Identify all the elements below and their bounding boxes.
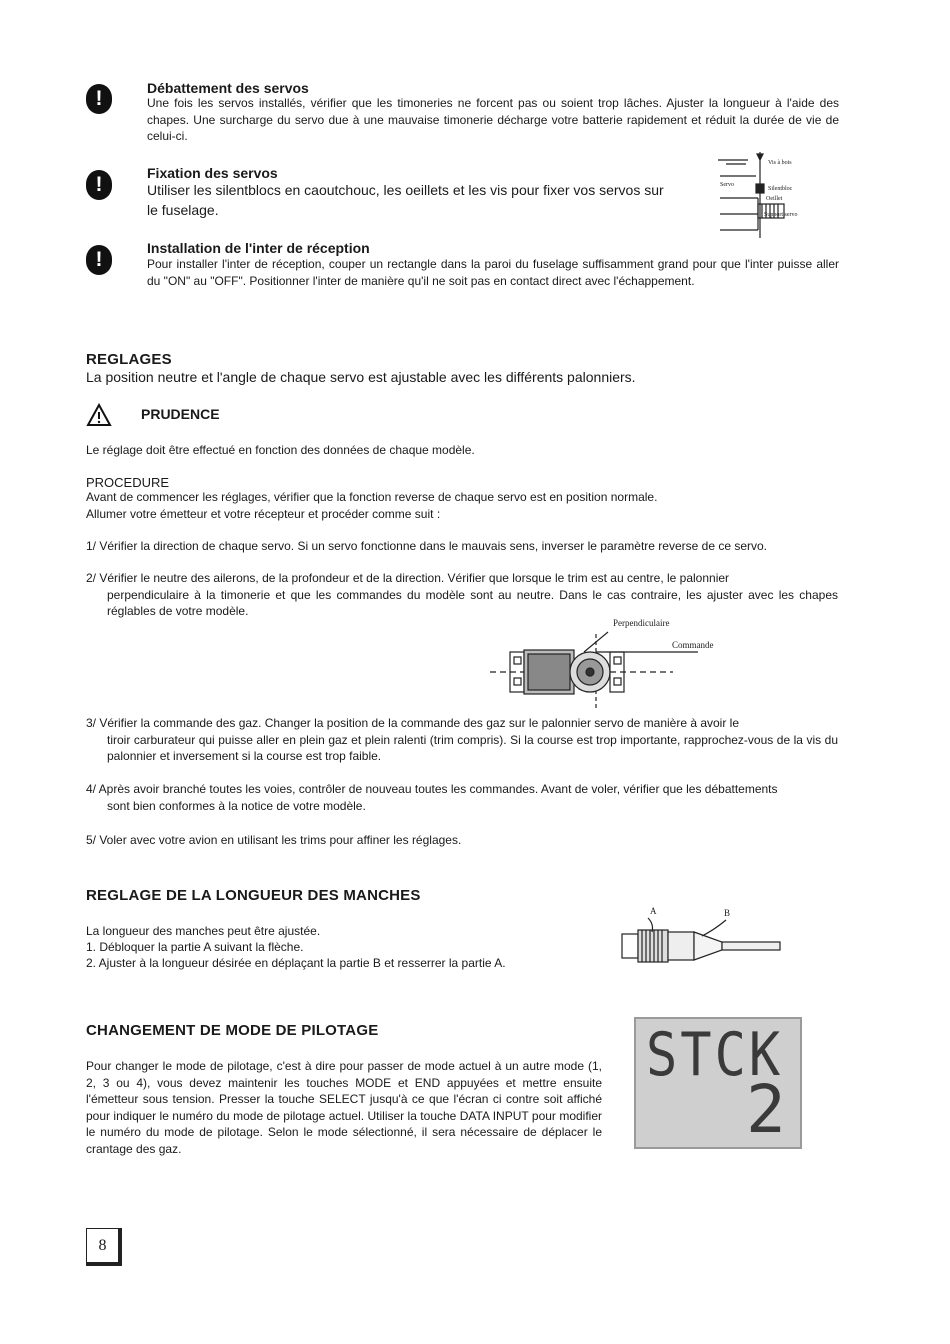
- reglages-heading: REGLAGES: [86, 351, 172, 368]
- note-title-debattement: Débattement des servos: [147, 80, 309, 96]
- procedure-heading: PROCEDURE: [86, 475, 170, 490]
- caution-triangle-icon: [86, 403, 112, 427]
- label-commande: Commande: [672, 640, 714, 650]
- mount-label-silentbloc: Silentbloc: [768, 186, 793, 192]
- step-1-text: 1/ Vérifier la direction de chaque servo. Si un servo fonctionne dans le mauvais sens, inverser le paramètre reverse de ce servo.: [86, 539, 768, 553]
- mount-label-vis: Vis à bois: [768, 160, 792, 166]
- step-2-first: 2/ Vérifier le neutre des ailerons, de la profondeur et de la direction. Vérifier que lorsque le trim est au centre, le palonnier: [86, 571, 730, 585]
- step-4: [86, 781, 838, 814]
- step-3: [86, 715, 838, 765]
- mode-body: Pour changer le mode de pilotage, c'est à dire pour passer de mode actuel à un autre mode (1, 2, 3 ou 4), vous devez maintenir les touches MODE et END appuyées et mettre ensuite l'émetteur sous tension. Presser la touche SELECT jusqu'à ce que l'écran ci contre soit affiché pour indiquer le numéro du mode de pilotage actuel. Utiliser la touche DATA INPUT pour modifier le numéro du mode de pilotage. Selon le mode sélectionné, il sera nécessaire de déplacer le crantage des gaz.: [86, 1059, 602, 1156]
- lcd-screen: [634, 1017, 802, 1149]
- procedure-line-1: Avant de commencer les réglages, vérifier que la fonction reverse de chaque servo est en position normale.: [86, 490, 658, 504]
- note-body-inter: Pour installer l'inter de réception, couper un rectangle dans la paroi du fuselage suffisamment grand pour que l'inter puisse aller du "ON" au "OFF". Positionner l'inter de manière qu'il ne soit pas en contact direct avec l'échappement.: [147, 257, 839, 288]
- lcd-bottom-text: 2: [746, 1071, 786, 1148]
- step-4-first: 4/ Après avoir branché toutes les voies, contrôler de nouveau toutes les commandes. Avant de voler, vérifier que les débattements: [86, 782, 778, 796]
- step-5-text: 5/ Voler avec votre avion en utilisant les trims pour affiner les réglages.: [86, 833, 462, 847]
- procedure-line-2: Allumer votre émetteur et votre récepteur et procéder comme suit :: [86, 507, 441, 521]
- warning-icon: !: [86, 170, 112, 200]
- manches-line-2: 1. Débloquer la partie A suivant la flèche.: [86, 940, 304, 954]
- servo-mount-diagram: [700, 150, 830, 240]
- stick-diagram: [618, 902, 788, 974]
- mount-label-support: Support servo: [764, 212, 798, 218]
- servo-neutral-diagram: [488, 614, 748, 714]
- step-3-rest: tiroir carburateur qui puisse aller en plein gaz et plein ralenti (trim compris). Si la course est trop importante, rapprochez-vous de la vis du palonnier et inversement si la course est trop faible.: [107, 732, 838, 763]
- warning-icon: !: [86, 245, 112, 275]
- step-1: [86, 538, 838, 555]
- note-body-fixation: Utiliser les silentblocs en caoutchouc, les oeillets et les vis pour fixer vos servos sur le fuselage.: [147, 182, 664, 218]
- step-2-rest: perpendiculaire à la timonerie et que les commandes du modèle sont au neutre. Dans le cas contraire, les ajuster avec les chapes réglables de votre modèle.: [107, 587, 838, 618]
- note-title-inter: Installation de l'inter de réception: [147, 240, 370, 256]
- page-number-box: [86, 1228, 122, 1266]
- label-perpendiculaire: Perpendiculaire: [613, 618, 670, 628]
- mount-label-servo: Servo: [720, 182, 734, 188]
- step-4-rest: sont bien conformes à la notice de votre modèle.: [107, 798, 366, 813]
- note-body-debattement: Une fois les servos installés, vérifier que les timoneries ne forcent pas ou soient trop lâches. Ajuster la longueur à l'aide des chapes. Une surcharge du servo due à une mauvaise timonerie décharge votre batterie rapidement et réduit la durée de vie de celui-ci.: [147, 96, 839, 143]
- stick-label-b: B: [724, 908, 731, 918]
- lcd-top-text: STCK: [646, 1021, 784, 1090]
- step-2: [86, 570, 838, 620]
- mount-label-oeillet: Oeillet: [766, 196, 783, 202]
- caution-text: Le réglage doit être effectué en fonction des données de chaque modèle.: [86, 443, 475, 457]
- note-title-fixation: Fixation des servos: [147, 165, 278, 181]
- mode-heading: CHANGEMENT DE MODE DE PILOTAGE: [86, 1022, 379, 1039]
- manches-line-3: 2. Ajuster à la longueur désirée en déplaçant la partie B et resserrer la partie A.: [86, 956, 506, 970]
- warning-icon: !: [86, 84, 112, 114]
- caution-label: PRUDENCE: [141, 406, 220, 422]
- stick-label-a: A: [650, 906, 657, 916]
- step-5: [86, 832, 838, 849]
- manches-heading: REGLAGE DE LA LONGUEUR DES MANCHES: [86, 887, 421, 904]
- reglages-intro: La position neutre et l'angle de chaque servo est ajustable avec les différents palonniers.: [86, 369, 636, 385]
- page-number: 8: [98, 1237, 107, 1254]
- step-3-first: 3/ Vérifier la commande des gaz. Changer la position de la commande des gaz sur le palonnier servo de manière à avoir le: [86, 716, 740, 730]
- manches-line-1: La longueur des manches peut être ajustée.: [86, 924, 321, 938]
